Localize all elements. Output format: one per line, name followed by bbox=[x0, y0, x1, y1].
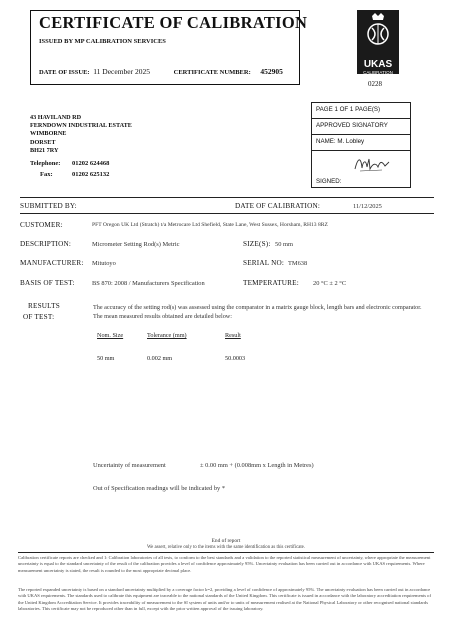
fax-value: 01202 625132 bbox=[72, 171, 110, 178]
divider bbox=[18, 552, 434, 553]
certificate-header-box bbox=[30, 10, 308, 85]
table-cell: 0.002 mm bbox=[147, 355, 173, 362]
footer-paragraph-1: Calibration certificate reports are checked and 1: Calibration laboratories of all tests, to conform to the best standards and a validation to the reported statistical measurement of uncertainty, where appropriate the measurement uncertainty is equal to the standard uncertainty of the result of the calibration provides a level of confidence approximately 95%. Uncertainty evaluation has been carried out in accordance with UKAS requirements. Where measurement uncertainty is stated, the result is rounded to the most appropriate decimal place. bbox=[18, 555, 431, 573]
results-table bbox=[93, 330, 249, 364]
submitted-by-label: SUBMITTED BY: bbox=[20, 202, 77, 210]
column-header: Result bbox=[225, 332, 241, 339]
uncertainty-label: Uncertainty of measurement bbox=[93, 462, 166, 469]
basis-value: BS 870: 2008 / Manufacturers Specification bbox=[92, 280, 205, 287]
customer-label: CUSTOMER: bbox=[20, 221, 63, 229]
ukas-sub: CALIBRATION bbox=[363, 70, 393, 75]
date-of-issue: 11 December 2025 bbox=[93, 67, 150, 76]
uncertainty-value: ± 0.00 mm + (0.008mm x Length in Metres) bbox=[200, 462, 314, 469]
end-of-report-note: We assert, relative only to the items with the same identification as this certificate. bbox=[147, 545, 305, 550]
address-line: WIMBORNE bbox=[30, 130, 67, 138]
table-header-row bbox=[93, 330, 249, 341]
size-value: 50 mm bbox=[275, 241, 293, 248]
page-count: PAGE 1 OF 1 PAGE(S) bbox=[312, 103, 410, 119]
fax-label: Fax: bbox=[40, 171, 53, 178]
of-test-label: OF TEST: bbox=[23, 313, 55, 321]
serial-value: TM638 bbox=[288, 260, 308, 267]
basis-label: BASIS OF TEST: bbox=[20, 279, 75, 287]
ukas-word: UKAS bbox=[363, 59, 393, 70]
signed-label: SIGNED: bbox=[316, 178, 342, 185]
telephone-value: 01202 624468 bbox=[72, 160, 110, 167]
approved-signatory: APPROVED SIGNATORY bbox=[312, 119, 410, 135]
customer-value: PFT Oregon UK Ltd (Stratch) t/a Metrocare Ltd Shefield, State Lane, West Sussex, Horsham, RH13 8RZ bbox=[92, 222, 328, 228]
size-label: SIZE(S): bbox=[243, 240, 271, 248]
divider bbox=[20, 213, 434, 214]
signature-image bbox=[352, 153, 392, 175]
table-row bbox=[93, 353, 249, 364]
certificate-title: CERTIFICATE OF CALIBRATION bbox=[39, 13, 308, 32]
address-line: FERNDOWN INDUSTRIAL ESTATE bbox=[30, 122, 132, 130]
manufacturer-label: MANUFACTURER: bbox=[20, 259, 84, 267]
column-header: Nom. Size bbox=[97, 332, 124, 339]
telephone-label: Telephone: bbox=[30, 160, 61, 167]
divider bbox=[20, 197, 434, 198]
end-of-report: End of report bbox=[211, 538, 241, 544]
contact-details bbox=[30, 158, 109, 180]
temperature-value: 20 °C ± 2 °C bbox=[313, 280, 347, 287]
date-of-issue-label: DATE OF ISSUE: bbox=[39, 69, 90, 76]
address-line: 43 HAVILAND RD bbox=[30, 114, 82, 121]
table-cell: 50 mm bbox=[97, 355, 115, 362]
date-of-calibration-label: DATE OF CALIBRATION: bbox=[235, 202, 321, 210]
column-header: Tolerance (mm) bbox=[147, 332, 187, 339]
date-of-calibration: 11/12/2025 bbox=[353, 203, 382, 210]
description-label: DESCRIPTION: bbox=[20, 240, 72, 248]
issued-by: ISSUED BY MP CALIBRATION SERVICES bbox=[39, 38, 166, 45]
signature-area bbox=[312, 151, 410, 187]
out-of-spec-note: Out of Specification readings will be indicated by * bbox=[93, 485, 226, 492]
ukas-logo bbox=[357, 10, 399, 74]
results-paragraph: The accuracy of the setting rod(s) was assessed using the comparator in a matrix gauge block, length bars and electronic comparator. The mean measured results obtained are detailed below: bbox=[93, 304, 422, 320]
table-cell: 50.0003 bbox=[225, 355, 246, 362]
table-row bbox=[93, 341, 249, 353]
certificate-number: 452905 bbox=[260, 67, 283, 76]
serial-label: SERIAL NO: bbox=[243, 259, 285, 267]
description-value: Micrometer Setting Rod(s) Metric bbox=[92, 241, 180, 248]
ukas-number: 0228 bbox=[368, 80, 382, 88]
signatory-name: NAME: M. Lobley bbox=[312, 135, 410, 151]
approval-box bbox=[311, 102, 411, 188]
crown-icon bbox=[357, 10, 399, 54]
results-label: RESULTS bbox=[28, 302, 60, 310]
footer-paragraph-2: The reported expanded uncertainty is based on a standard uncertainty multiplied by a coverage factor k=2, providing a level of confidence of approximately 95%. The uncertainty evaluation has been carried out in accordance with UKAS requirements. The standards used to calibrate this equipment are traceable to the national standards of the United Kingdom. This certificate is issued in accordance with the laboratory accreditation requirements of the United Kingdom Accreditation Service. It provides traceability of measurement to the SI system of units and/or to units of measurement realised at the National Physical Laboratory or other recognised national standards laboratories. This certificate may not be reproduced other than in full, except with the prior written approval of the issuing laboratory. bbox=[18, 587, 432, 611]
address-line: BH21 7RY bbox=[30, 146, 59, 154]
issue-line bbox=[39, 67, 283, 76]
temperature-label: TEMPERATURE: bbox=[243, 279, 299, 287]
certificate-number-label: CERTIFICATE NUMBER: bbox=[173, 69, 251, 76]
company-address bbox=[30, 114, 132, 155]
manufacturer-value: Mitutoyo bbox=[92, 260, 116, 267]
address-line: DORSET bbox=[30, 138, 56, 146]
